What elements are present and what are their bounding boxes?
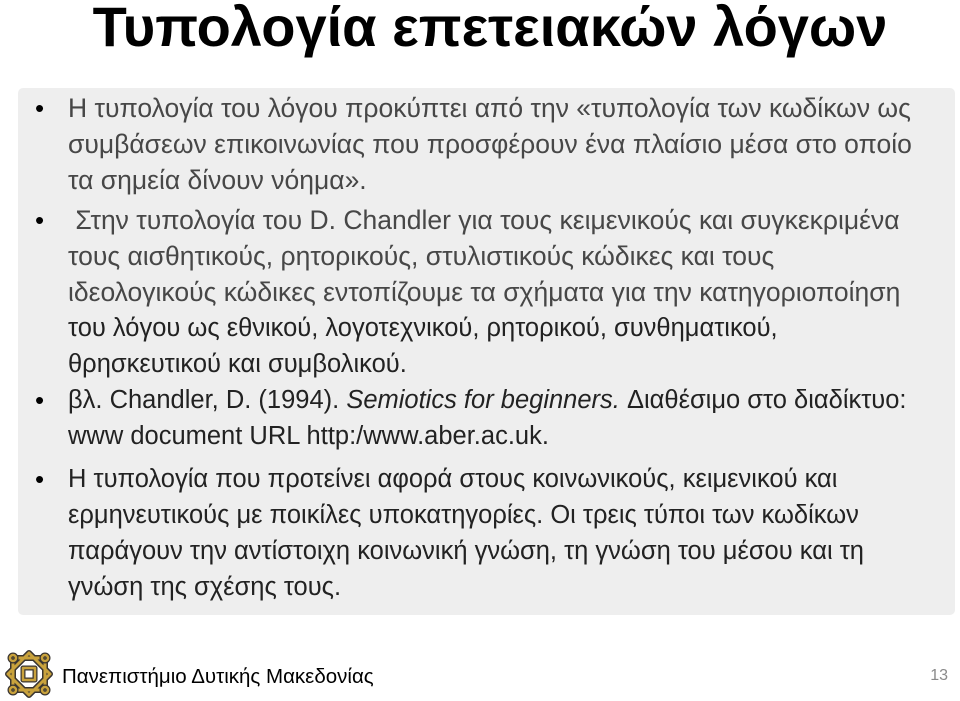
reference-availability: Διαθέσιμο στο διαδίκτυο: xyxy=(626,386,907,414)
bullet-line: ερμηνευτικούς με ποικίλες υποκατηγορίες. Οι τρεις τύποι των κωδίκων xyxy=(68,501,859,529)
bullet-line: Η τυπολογία του λόγου προκύπτει από την «τυπολογία των κωδίκων ως xyxy=(68,93,911,123)
bullet-item-reference xyxy=(35,382,907,454)
bullet-marker: • xyxy=(35,205,45,235)
bullet-marker: • xyxy=(35,385,45,415)
knot-interlace xyxy=(8,653,50,695)
institution-name: Πανεπιστήμιο Δυτικής Μακεδονίας xyxy=(62,665,374,688)
knot-logo-icon xyxy=(5,650,53,698)
reference-url-line: www document URL http:/www.aber.ac.uk. xyxy=(68,422,549,450)
bullet-line: τα σημεία δίνουν νόημα». xyxy=(68,165,367,195)
bullet-line: τους αισθητικούς, ρητορικούς, στυλιστικούς κώδικες και τους xyxy=(68,241,775,271)
bullet-line: ιδεολογικούς κώδικες εντοπίζουμε τα σχήματα για την κατηγοριοποίηση xyxy=(68,277,901,307)
content-panel xyxy=(18,88,955,615)
slide-title: Τυπολογία επετειακών λόγων xyxy=(92,0,888,58)
bullet-line: παράγουν την αντίστοιχη κοινωνική γνώση, τη γνώση του μέσου και τη xyxy=(68,537,864,565)
reference-work-title: Semiotics for beginners. xyxy=(346,386,620,414)
bullet-line: Η τυπολογία που προτείνει αφορά στους κοινωνικούς, κειμενικού και xyxy=(68,465,838,493)
bullet-line: θρησκευτικού και συμβολικού. xyxy=(68,350,407,378)
bullet-line: Στην τυπολογία του D. Chandler για τους κειμενικούς και συγκεκριμένα xyxy=(68,205,900,235)
bullet-item xyxy=(35,202,901,382)
reference-line xyxy=(68,382,907,418)
bullet-line: του λόγου ως εθνικού, λογοτεχνικού, ρητορικού, συνθηματικού, xyxy=(68,314,778,342)
bullet-line: γνώση της σχέσης τους. xyxy=(68,573,342,601)
bullet-line: συμβάσεων επικοινωνίας που προσφέρουν ένα πλαίσιο μέσα στο οποίο xyxy=(68,129,912,159)
page-number: 13 xyxy=(930,667,948,684)
bullet-item xyxy=(35,90,912,198)
bullet-marker: • xyxy=(35,93,45,123)
bullet-marker: • xyxy=(35,464,45,494)
bullet-item xyxy=(35,461,864,605)
reference-prefix: βλ. Chandler, D. (1994). xyxy=(68,386,340,414)
